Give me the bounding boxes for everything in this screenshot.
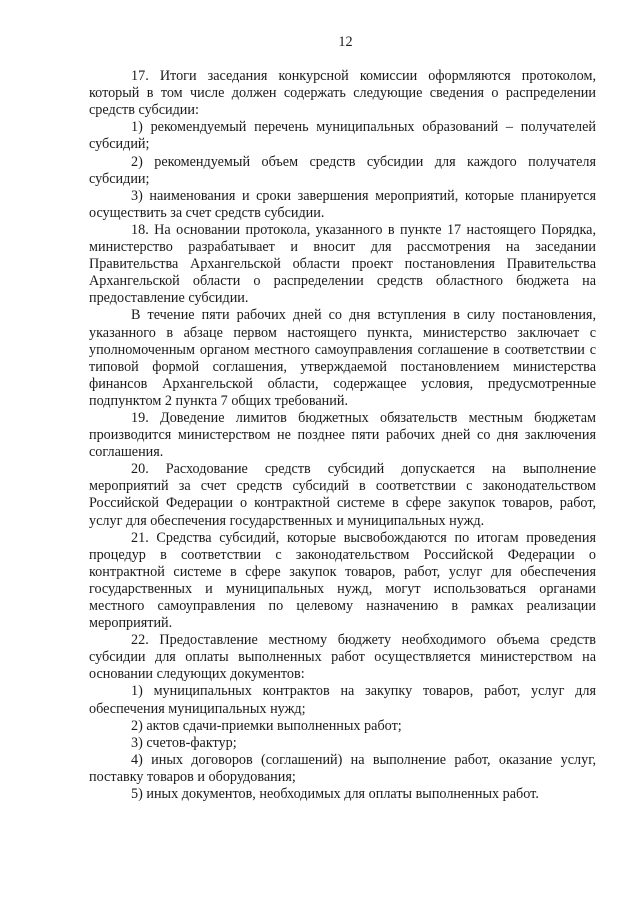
list-item-17-1: 1) рекомендуемый перечень муниципальных образований – получателей субсидий; [89, 119, 596, 153]
paragraph-18: 18. На основании протокола, указанного в пункте 17 настоящего Порядка, министерство разрабатывает и вносит для рассмотрения на заседании Правительства Архангельской области проект постановления Правительства Архангельской области о распределении средств областного бюджета на предоставление субсидии. [89, 221, 596, 307]
paragraph-17-intro: 17. Итоги заседания конкурсной комиссии оформляются протоколом, который в том числе должен содержать следующие сведения о распределении средств субсидии: [89, 68, 596, 119]
document-page [89, 34, 596, 803]
paragraph-22-intro: 22. Предоставление местному бюджету необходимого объема средств субсидии для оплаты выполненных работ осуществляется министерством на основании следующих документов: [89, 632, 596, 683]
page-number: 12 [338, 34, 353, 50]
list-item-22-3: 3) счетов-фактур; [131, 734, 237, 751]
list-item-22-5: 5) иных документов, необходимых для оплаты выполненных работ. [131, 786, 539, 803]
list-item-17-3: 3) наименования и сроки завершения мероприятий, которые планируется осуществить за счет средств субсидии. [89, 187, 596, 221]
list-item-22-4: 4) иных договоров (соглашений) на выполнение работ, оказание услуг, поставку товаров и оборудования; [89, 751, 596, 785]
paragraph-20: 20. Расходование средств субсидий допускается на выполнение мероприятий за счет средств субсидий в соответствии с законодательством Российской Федерации о контрактной системе в сфере закупок товаров, работ, услуг для обеспечения государственных и муниципальных нужд. [89, 461, 596, 529]
paragraph-19: 19. Доведение лимитов бюджетных обязательств местным бюджетам производится министерством не позднее пяти рабочих дней со дня заключения соглашения. [89, 409, 596, 461]
paragraph-18-second: В течение пяти рабочих дней со дня вступления в силу постановления, указанного в абзаце первом настоящего пункта, министерство заключает с уполномоченным органом местного самоуправления соглашение в соответствии с типовой формой соглашения, утверждаемой постановлением министерства финансов Архангельской области, содержащее условия, предусмотренные подпунктом 2 пункта 7 общих требований. [89, 307, 596, 409]
list-item-22-1: 1) муниципальных контрактов на закупку товаров, работ, услуг для обеспечения муниципальных нужд; [89, 683, 596, 717]
list-item-22-2: 2) актов сдачи-приемки выполненных работ; [131, 717, 402, 734]
paragraph-21: 21. Средства субсидий, которые высвобождаются по итогам проведения процедур в соответствии с законодательством Российской Федерации о контрактной системе в сфере закупок товаров, работ, услуг для обеспечения государственных и муниципальных нужд, могут использоваться органами местного самоуправления по целевому назначению в рамках реализации мероприятий. [89, 529, 596, 632]
list-item-17-2: 2) рекомендуемый объем средств субсидии для каждого получателя субсидии; [89, 153, 596, 187]
